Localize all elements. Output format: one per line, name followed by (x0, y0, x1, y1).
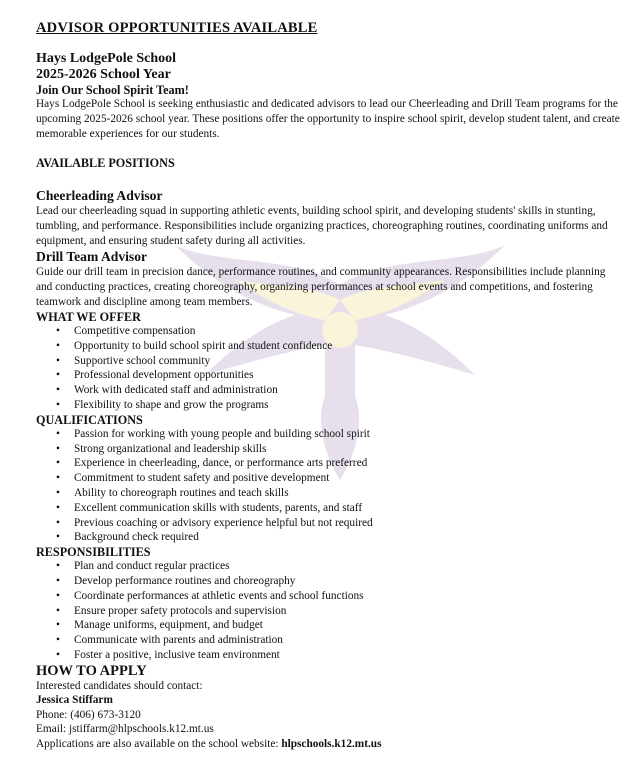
section-heading-responsibilities: RESPONSIBILITIES (36, 545, 151, 560)
bullet-icon: • (56, 648, 60, 661)
list-item: • Coordinate performances at athletic events and school functions (56, 589, 364, 602)
school-name: Hays LodgePole School (36, 51, 177, 66)
bullet-icon: • (56, 574, 60, 587)
qualifications-list (36, 427, 624, 545)
bullet-icon: • (56, 516, 60, 529)
list-item: • Background check required (56, 531, 199, 544)
position-title-cheerleading: Cheerleading Advisor (36, 188, 163, 203)
position-title-drill-team: Drill Team Advisor (36, 249, 148, 264)
list-item: • Passion for working with young people and building school spirit (56, 427, 370, 440)
bullet-icon: • (56, 457, 60, 470)
contact-phone: Phone: (406) 673-3120 (36, 708, 141, 721)
list-item: • Professional development opportunities (56, 369, 254, 382)
list-item: • Manage uniforms, equipment, and budget (56, 619, 263, 632)
list-item: • Communicate with parents and administration (56, 634, 283, 647)
bullet-icon: • (56, 354, 60, 367)
bullet-icon: • (56, 560, 60, 573)
bullet-icon: • (56, 531, 60, 544)
website-line (36, 737, 624, 752)
bullet-icon: • (56, 604, 60, 617)
bullet-icon: • (56, 384, 60, 397)
list-item: • Plan and conduct regular practices (56, 560, 230, 573)
list-item: • Strong organizational and leadership skills (56, 442, 267, 455)
bullet-icon: • (56, 398, 60, 411)
website-text: Applications are also available on the school website: (36, 737, 279, 750)
website-link[interactable]: hlpschools.k12.mt.us (281, 737, 382, 750)
how-to-apply-heading: HOW TO APPLY (36, 662, 147, 679)
bullet-icon: • (56, 619, 60, 632)
list-item: • Commitment to student safety and positive development (56, 472, 330, 485)
section-heading-qualifications: QUALIFICATIONS (36, 412, 143, 427)
contact-name: Jessica Stiffarm (36, 694, 113, 707)
school-year: 2025-2026 School Year (36, 67, 171, 82)
bullet-icon: • (56, 472, 60, 485)
list-item: • Supportive school community (56, 354, 211, 367)
bullet-icon: • (56, 589, 60, 602)
bullet-icon: • (56, 325, 60, 337)
position-description-cheerleading: Lead our cheerleading squad in supporting athletic events, building school spirit, and developing students' skills in stunting, tumbling, and performance. Responsibilities include organizing practices, choreographing routines, coordinating uniforms and equipment, and ensuring student safety during all activities. (36, 205, 608, 247)
intro-paragraph: Hays LodgePole School is seeking enthusiastic and dedicated advisors to lead our Cheerleading and Drill Team programs for the upcoming 2025-2026 school year. These positions offer the opportunity to inspire school spirit, develop student talent, and create memorable experiences for our students. (36, 98, 620, 140)
offer-list (36, 324, 624, 413)
list-item: • Ensure proper safety protocols and supervision (56, 604, 287, 617)
responsibilities-list (36, 559, 624, 663)
join-heading: Join Our School Spirit Team! (36, 83, 189, 97)
list-item: • Experience in cheerleading, dance, or performance arts preferred (56, 457, 368, 470)
bullet-icon: • (56, 339, 60, 352)
document-page (36, 14, 624, 751)
list-item: • Competitive compensation (56, 325, 196, 337)
bullet-icon: • (56, 486, 60, 499)
position-description-drill-team: Guide our drill team in precision dance, performance routines, and community appearances. Responsibilities include planning and conducting practices, creating choreography, organizing performances at school events and competitions, and fostering teamwork and discipline among team members. (36, 266, 606, 308)
list-item: • Excellent communication skills with students, parents, and staff (56, 501, 363, 514)
bullet-icon: • (56, 442, 60, 455)
apply-intro: Interested candidates should contact: (36, 679, 203, 692)
list-item: • Work with dedicated staff and administration (56, 384, 278, 397)
list-item: • Ability to choreograph routines and teach skills (56, 486, 289, 499)
section-heading-offer: WHAT WE OFFER (36, 310, 141, 324)
list-item: • Flexibility to shape and grow the programs (56, 398, 269, 411)
available-positions-heading: AVAILABLE POSITIONS (36, 156, 175, 170)
contact-email: Email: jstiffarm@hlpschools.k12.mt.us (36, 723, 214, 736)
bullet-icon: • (56, 501, 60, 514)
bullet-icon: • (56, 369, 60, 382)
list-item: • Develop performance routines and choreography (56, 574, 296, 587)
list-item: • Foster a positive, inclusive team environment (56, 648, 280, 661)
bullet-icon: • (56, 427, 60, 440)
page-title: ADVISOR OPPORTUNITIES AVAILABLE (36, 20, 318, 36)
list-item: • Opportunity to build school spirit and student confidence (56, 339, 333, 352)
bullet-icon: • (56, 634, 60, 647)
list-item: • Previous coaching or advisory experience helpful but not required (56, 516, 373, 529)
